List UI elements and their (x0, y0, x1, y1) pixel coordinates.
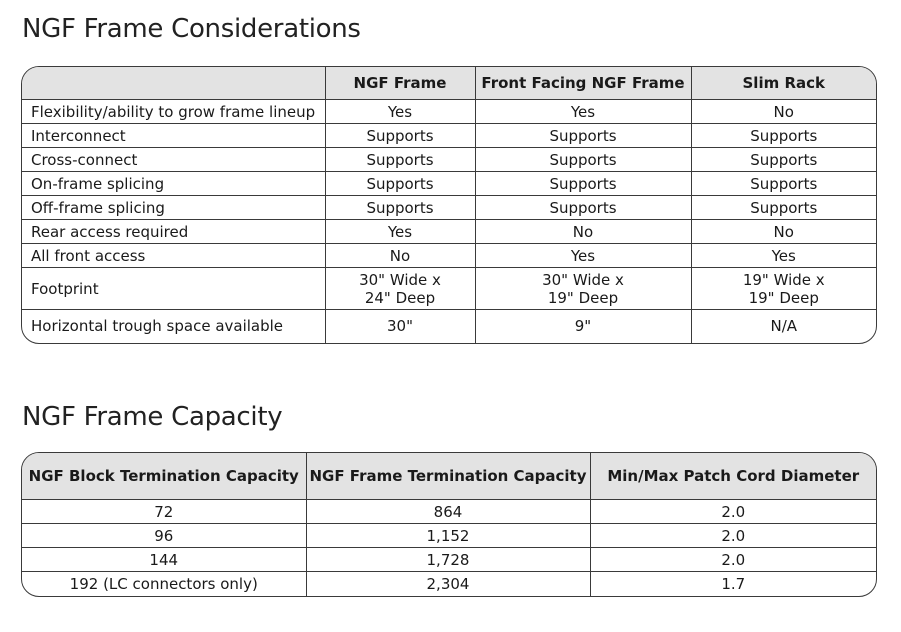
cell-value: Supports (325, 196, 475, 220)
cell-value: Supports (691, 172, 876, 196)
row-label: All front access (22, 244, 325, 268)
column-header-frame-capacity: NGF Frame Termination Capacity (306, 453, 590, 500)
cell-value: No (325, 244, 475, 268)
column-header-slim-rack: Slim Rack (691, 67, 876, 100)
cell-value: Supports (475, 172, 691, 196)
column-header-block-capacity: NGF Block Termination Capacity (22, 453, 306, 500)
capacity-title: NGF Frame Capacity (22, 402, 283, 432)
cell-value: 864 (306, 500, 590, 524)
cell-value: 1,152 (306, 524, 590, 548)
column-header-front-facing: Front Facing NGF Frame (475, 67, 691, 100)
cell-value: Supports (325, 172, 475, 196)
footprint-line: 19" Wide x (742, 270, 825, 289)
cell-value: Supports (325, 124, 475, 148)
table-row (22, 220, 876, 244)
cell-value: 2,304 (306, 572, 590, 596)
table-row (22, 524, 876, 548)
row-label: Horizontal trough space available (22, 310, 325, 343)
cell-value: Yes (325, 100, 475, 124)
capacity-table (21, 452, 877, 597)
table-row (22, 100, 876, 124)
table-row (22, 244, 876, 268)
cell-value: Yes (475, 100, 691, 124)
table-row (22, 500, 876, 524)
cell-value: No (691, 220, 876, 244)
cell-value: 9" (475, 310, 691, 343)
table-row (22, 196, 876, 220)
cell-value: 30" (325, 310, 475, 343)
cell-value: 144 (22, 548, 306, 572)
row-label: Flexibility/ability to grow frame lineup (22, 100, 325, 124)
row-label: Cross-connect (22, 148, 325, 172)
table-row (22, 148, 876, 172)
cell-value: Supports (475, 196, 691, 220)
cell-value: Supports (475, 124, 691, 148)
table-row (22, 268, 876, 310)
cell-value: Yes (691, 244, 876, 268)
table-row (22, 548, 876, 572)
footprint-line: 30" Wide x (359, 270, 441, 289)
cell-value: 72 (22, 500, 306, 524)
cell-value: 192 (LC connectors only) (22, 572, 306, 596)
row-label: Rear access required (22, 220, 325, 244)
cell-value: N/A (770, 317, 798, 336)
column-header-ngf-frame: NGF Frame (325, 67, 475, 100)
cell-value: Yes (325, 220, 475, 244)
table-row (22, 310, 876, 343)
cell-value: Supports (325, 148, 475, 172)
table-row (22, 124, 876, 148)
cell-value (691, 268, 876, 310)
cell-value: 2.0 (590, 500, 876, 524)
cell-value: 2.0 (590, 548, 876, 572)
considerations-title: NGF Frame Considerations (22, 14, 361, 44)
footprint-line: 30" Wide x (542, 270, 624, 289)
cell-value: No (691, 100, 876, 124)
table-row (22, 572, 876, 596)
footprint-line: 19" Deep (748, 288, 819, 307)
row-label: Interconnect (22, 124, 325, 148)
cell-value: No (475, 220, 691, 244)
row-label: Off-frame splicing (22, 196, 325, 220)
cell-value (475, 268, 691, 310)
cell-value: Supports (691, 124, 876, 148)
considerations-table (21, 66, 877, 344)
column-header-blank (22, 67, 325, 100)
cell-value: 1,728 (306, 548, 590, 572)
cell-value: 2.0 (590, 524, 876, 548)
cell-value: Supports (691, 148, 876, 172)
table-row (22, 172, 876, 196)
row-label: Footprint (22, 268, 325, 310)
cell-value: Supports (475, 148, 691, 172)
cell-value: 1.7 (721, 574, 746, 593)
considerations-header-row (22, 67, 876, 100)
footprint-line: 24" Deep (364, 288, 436, 307)
row-label: On-frame splicing (22, 172, 325, 196)
column-header-patch-cord: Min/Max Patch Cord Diameter (590, 453, 876, 500)
capacity-header-row (22, 453, 876, 500)
cell-value: Supports (691, 196, 876, 220)
cell-value: 96 (22, 524, 306, 548)
cell-value: Yes (475, 244, 691, 268)
cell-value (325, 268, 475, 310)
footprint-line: 19" Deep (547, 288, 619, 307)
